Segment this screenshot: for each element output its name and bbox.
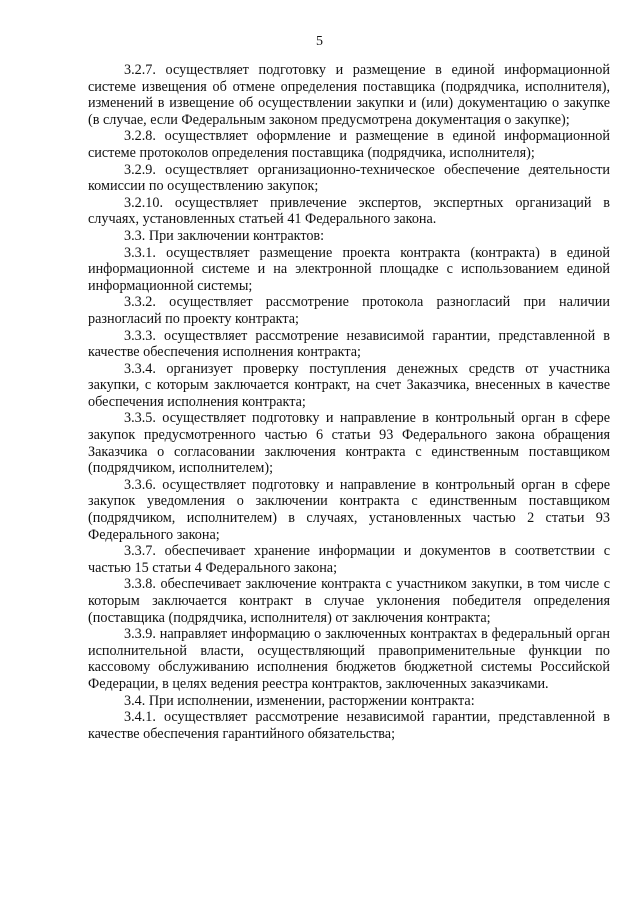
paragraph-3-3-9: 3.3.9. направляет информацию о заключенных контрактах в федеральный орган исполнительной власти, осуществляющий правоприменительные функции по кассовому обслуживанию исполнения бюджетов бюджетной системы Российской Федерации, в целях ведения реестра контрактов, заключенных заказчиками.: [88, 626, 610, 692]
paragraph-3-2-8: 3.2.8. осуществляет оформление и размещение в единой информационной системе протоколов определения поставщика (подрядчика, исполнителя);: [88, 128, 610, 161]
paragraph-3-3-1: 3.3.1. осуществляет размещение проекта контракта (контракта) в единой информационной системе и на электронной площадке с использованием единой информационной системы;: [88, 244, 610, 294]
paragraph-3-3-2: 3.3.2. осуществляет рассмотрение протокола разногласий при наличии разногласий по проекту контракта;: [88, 294, 610, 327]
paragraph-3-4-1: 3.4.1. осуществляет рассмотрение независимой гарантии, представленной в качестве обеспечения гарантийного обязательства;: [88, 709, 610, 742]
paragraph-3-2-7: 3.2.7. осуществляет подготовку и размещение в единой информационной системе извещения об отмене определения поставщика (подрядчика, исполнителя), изменений в извещение об осуществлении закупки и (или) документацию о закупке (в случае, если Федеральным законом предусмотрена документация о закупке);: [88, 62, 610, 128]
paragraph-3-3-6: 3.3.6. осуществляет подготовку и направление в контрольный орган в сфере закупок уведомления о заключении контракта с единственным поставщиком (подрядчиком, исполнителем) в случаях, установленных частью 2 статьи 93 Федерального закона;: [88, 476, 610, 543]
paragraph-3-3-3: 3.3.3. осуществляет рассмотрение независимой гарантии, представленной в качестве обеспечения исполнения контракта;: [88, 327, 610, 361]
paragraph-3-2-9: 3.2.9. осуществляет организационно-техническое обеспечение деятельности комиссии по осуществлению закупок;: [88, 161, 610, 195]
page-number: 5: [316, 34, 323, 49]
paragraph-3-3-8: 3.3.8. обеспечивает заключение контракта с участником закупки, в том числе с которым заключается контракт в случае уклонения победителя определения (поставщика (подрядчика, исполнителя) от заключения контракта;: [88, 576, 610, 626]
paragraph-3-3-5: 3.3.5. осуществляет подготовку и направление в контрольный орган в сфере закупок предусмотренного частью 6 статьи 93 Федерального закона обращения Заказчика о согласовании заключения контракта с единственным поставщиком (подрядчиком, исполнителем);: [88, 410, 610, 477]
section-heading-3-4: 3.4. При исполнении, изменении, расторжении контракта:: [124, 692, 475, 709]
section-heading-3-3: 3.3. При заключении контрактов:: [124, 227, 325, 244]
paragraph-3-3-4: 3.3.4. организует проверку поступления денежных средств от участника закупки, с которым заключается контракт, на счет Заказчика, внесенных в качестве обеспечения исполнения контракта;: [88, 360, 610, 410]
paragraph-3-2-10: 3.2.10. осуществляет привлечение экспертов, экспертных организаций в случаях, установленных статьей 41 Федерального закона.: [88, 194, 610, 228]
document-body: [88, 62, 610, 742]
paragraph-3-3-7: 3.3.7. обеспечивает хранение информации и документов в соответствии с частью 15 статьи 4 Федерального закона;: [88, 543, 610, 576]
